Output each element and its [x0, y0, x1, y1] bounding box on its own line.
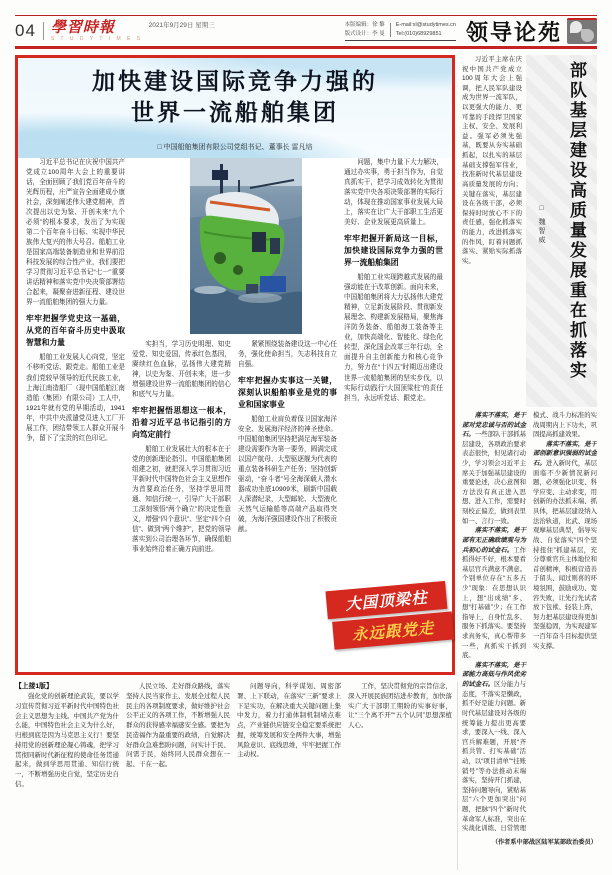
paragraph: 船舶工业肩负着保卫国家海洋安全、发展海洋经济的神圣使命。中国船舶集团坚持把满足海军装备建设需要作为第一要务，圆满完成以国产航母、大型驱逐舰为代表的重点装备科研生产任务；坚持创新驱动，“奋斗者”号全海深载人潜水器成功坐底10909米，刷新中国载人深潜纪录，大型邮轮、大型液化天然气运输船等高端产品取得突破，为海洋强国建设作出了积极贡献。 [238, 416, 337, 534]
lead-phrase: 落实不落实，是干部能力高低与作风优劣的试金石。 [462, 661, 526, 689]
article-column-1 [26, 158, 125, 666]
date-line: 2021年9月29日 星期三 [148, 22, 215, 29]
paragraph: 船舶工业发展人心向党，坚定不移听党话、跟党走。船舶工业是我们党较早领导的近代民族工业，上海江南造船厂（现中国船舶江南造船（集团）有限公司）工人中，1921年就有党的早期活动，1941年，中共中央派遣党员进入工厂开展工作，团结带领工人群众开展斗争，留下了宝贵的红色印记。 [26, 354, 125, 442]
continued-column-4 [348, 682, 452, 870]
submersible-photo [190, 158, 302, 334]
right-byline: □ 魏智威 [538, 205, 545, 245]
paragraph-text: 区分能力与态度，不落实是懒政，抓不好是能力问题。新时代基层建设对各级的统筹能力提出更高要求，要深入一线、深入官兵解难题，开展“齐抓共管、打实基础”活动，以“项目清单”“挂账销号”等办法推动末端落实，坚持开门抓建，坚持问题导向，紧贴基层“六个更加突出”问题，把脉“四个”新时代革命军人标准，突出在实战化训练、日常管理模式、战斗力标准的实战周期内上下功夫，巩固提高抓建效果。 [462, 412, 597, 833]
paragraph: 习近平总书记在庆祝中国共产党成立100周年大会上的重要讲话，全面回顾了我们党百年奋斗的光辉历程，庄严宣告全面建成小康社会，深刻阐述伟大建党精神，首次提出以史为鉴、开创未来“九个必须”的根本要求，发出了为实现第二个百年奋斗目标、实现中华民族伟大复兴的伟大号召。船舶工业是国家高端装备制造业和世界前沿科技发展的综合性产业，我们要把学习贯彻习近平总书记“七一”重要讲话精神和落实党中央决策部署结合起来，凝聚奋进新征程、建设世界一流船舶集团的强大力量。 [26, 159, 125, 307]
headline-line1: 加快建设国际竞争力强的 [92, 69, 378, 94]
paragraph-text: 工作抓得好不好，根本要看基层官兵满意不满意。个别单位存在“五多五少”现象：在思想认识上，想“出成绩”多、想“打基础”少；在工作指导上，自身忙乱多、服务下抓落实。要坚持求真务实，真心帮带多一些，真抓实干抓到底。 [462, 546, 527, 660]
editor-separator [390, 23, 391, 37]
right-article [462, 55, 597, 867]
page-header [15, 18, 597, 44]
paragraph: 紧紧围绕装备建设这一中心任务，强化使命担当，矢志科技自立自强。 [238, 341, 337, 369]
paragraph: 习近平主席在庆祝中国共产党成立100周年大会上强调，把人民军队建设成为世界一流军队，以更强大的能力、更可靠的手段捍卫国家主权、安全、发展利益。强军必须先强基，既要从夯实基础抓起，以扎实的基层基础支撑强军伟业，找准新时代基层建设高质量发展的方向；关键在落实，基层建设在各级干部，必须保持时时放心不下的责任感，强化抓落实的能力，改进抓落实的作风，盯着问题抓落实、紧贴实际抓落实。 [462, 56, 522, 265]
continued-marker [15, 682, 119, 692]
paragraph [533, 440, 597, 651]
paragraph: 船舶工业实现跨越式发展的最强动能在于改革创新。面向未来，中国船舶集团将大力弘扬伟大建党精神，立足新发展阶段、贯彻新发展理念、构建新发展格局，聚焦海洋防务装备、船舶海工装备等主业，加快高端化、智能化、绿色化转型，深化国企改革三年行动，全面提升自主创新能力和核心竞争力，努力在“十四五”时期迈出建设世界一流船舶集团的坚实步伐，以实际行动践行“大国顶梁柱”的责任担当，永远听党话、跟党走。 [344, 274, 443, 402]
masthead-english: S T U D Y T I M E S [50, 35, 143, 42]
paragraph-text: 一些部队干部抓基层建设，各项政治要求表态很快，但见诸行动少，学习领会习近平主席关于加强基层建设的重要论述，决心意图和方法没有真正进入思想、进入工作，需要时刻校正偏差，做到表里如一、言行一致。 [462, 431, 527, 525]
right-title-block [526, 55, 597, 407]
email-line: E-mail:xl@studytimes.cn [395, 21, 456, 28]
tel-line: Tel:(010)68929851 [395, 30, 442, 37]
continued-marker-label: 【上接1版】 [15, 683, 53, 690]
editor-info [345, 21, 456, 42]
subheading-4: 牢牢把握开新局这一目标，加快建设国际竞争力强的世界一流船舶集团 [344, 234, 443, 268]
paragraph: 船舶工业发展壮大的根本在于党的创新理论指引。中国船舶集团组建之初，就把深入学习贯彻习近平新时代中国特色社会主义思想作为首要政治任务，坚持学思用贯通、知信行统一，引导广大干部职工深刻领悟“两个确立”的决定性意义，增强“四个意识”、坚定“四个自信”、做到“两个维护”，把党的领导落实到公司治理各环节，确保船舶事业始终沿着正确方向前进。 [132, 446, 231, 554]
paragraph: 工作，坚决贯彻党的宗旨信念，深入开展民族团结进步教育，加快落实广大干部职工期盼的实事好事，让“三个离不开”“五个认同”思想深植人心。 [348, 683, 452, 729]
badge-line1: 大国顶梁柱 [325, 581, 447, 619]
continued-column-1 [15, 682, 119, 870]
lead-phrase: 落实不落实，是干部创新意识强弱的试金石。 [533, 440, 597, 468]
main-article [15, 55, 455, 675]
continued-column-3 [237, 682, 341, 870]
paragraph [462, 411, 526, 526]
continued-article [15, 682, 455, 870]
masthead-title: 學習時報 [50, 19, 115, 36]
headline-background [18, 58, 452, 158]
right-article-intro [462, 55, 522, 407]
paragraph: 强化党的创新理论武装，要以学习宣传贯彻习近平新时代中国特色社会主义思想为主线。中国共产党为什么能，中国特色社会主义为什么好，归根到底是因为马克思主义行！要坚持用党的创新理论凝心铸魂，把学习贯彻同新时代新征程的使命任务贯通起来，做到学思用贯通、知信行统一，不断增强历史自觉，坚定历史自信。 [15, 693, 119, 788]
slogan-badge [325, 581, 450, 655]
right-article-body [462, 411, 597, 836]
paragraph: 问题导向，科学谋划、周密部署、上下联动，在落实“三新”要求上下足实功，在解决重大关键问题上集中发力，着力打通体制机制堵点难点，产业链供应链安全稳定要系统把握，统筹发展和安全两件大事，增强风险意识、底线思维，牢牢把握工作主动权。 [237, 683, 341, 759]
contact-info [396, 21, 456, 39]
lead-phrase: 落实不落实，是干部对党忠诚与否的试金石。 [462, 412, 526, 439]
paragraph: 实担当，学习历史明理、知史爱党、知史爱国，传承红色基因，赓续红色血脉，弘扬伟大建党精神，以史为鉴、开创未来，进一步增强建设世界一流船舶集团的信心和底气与力量。 [132, 341, 231, 399]
paragraph: 人民立场、走好群众路线，落实坚持人民当家作主、发展全过程人民民主的各项制度要求，做好维护社会公平正义的各项工作，不断增强人民群众的获得感幸福感安全感。要把为民造福作为最重要的政绩，自觉解决好群众急难愁盼问题，问实计于民、问需于民，始终同人民群众想在一起、干在一起。 [126, 683, 230, 768]
masthead [51, 21, 143, 42]
editor-names [345, 21, 385, 39]
subheading-2: 牢牢把握悟思想这一根本，沿着习近平总书记指引的方向笃定前行 [132, 406, 231, 440]
designer-line: 版式设计：李 曼 [344, 30, 385, 37]
header-red-rule [15, 46, 597, 49]
paragraph [462, 526, 526, 661]
editor-line: 本版编辑：徐 黎 [344, 21, 385, 28]
subheading-1: 牢牢把握学党史这一基础，从党的百年奋斗历史中汲取智慧和力量 [26, 314, 125, 348]
right-article-top [462, 55, 597, 407]
badge-line2: 永远跟党走 [332, 611, 454, 649]
paragraph-text: 进入新时代，基层面临不少新情况新问题，必须强化识变、科学应变、主动求变，用创新的办法抓末端、抓具体，把基层建设纳入法治轨道，比武、现场观摩基层典型，倡导实战、自觉落实“四个坚持扭住”抓建基层，充分尊重官兵主体地位和首创精神，积极营造善于留头、闻过则喜的环境氛围，鼓励成功、宽容失败，让先行先试者放下包袱、轻装上阵，努力把基层建设得更加坚强稳固，为实现建军一百年奋斗目标提供坚实支撑。 [533, 460, 597, 650]
section-title: 领导论苑 [465, 19, 562, 45]
paragraph: 问题，集中力量下大力解决，通过办实事，勇于担当作为，自觉真抓实干，把学习成效转化为贯彻落实党中央各项决策部署的实际行动，体现在推动国家事业发展大局上，落实在让广大干部职工生活更美好、企业发展更高质量上。 [344, 159, 443, 227]
column-divider [457, 682, 458, 870]
lead-phrase: 落实不落实，是干部有无正确政绩观与为兵初心的试金石。 [462, 527, 526, 554]
section-logo-icon [567, 18, 597, 44]
main-headline [18, 66, 452, 128]
main-byline: □ 中国船舶集团有限公司党组书记、董事长 雷凡培 [157, 144, 313, 151]
header-divider [43, 22, 44, 40]
subheading-3: 牢牢把握办实事这一关键，深刻认识船舶事业是党的事业和国家事业 [238, 376, 337, 410]
right-headline: 部队基层建设高质量发展重在抓落实 [567, 61, 586, 381]
headline-line2: 世界一流船舶集团 [131, 100, 339, 126]
page-number: 04 [15, 21, 36, 40]
author-footnote: （作者系中部战区陆军某部政治委员） [491, 839, 597, 846]
continued-column-2 [126, 682, 230, 870]
